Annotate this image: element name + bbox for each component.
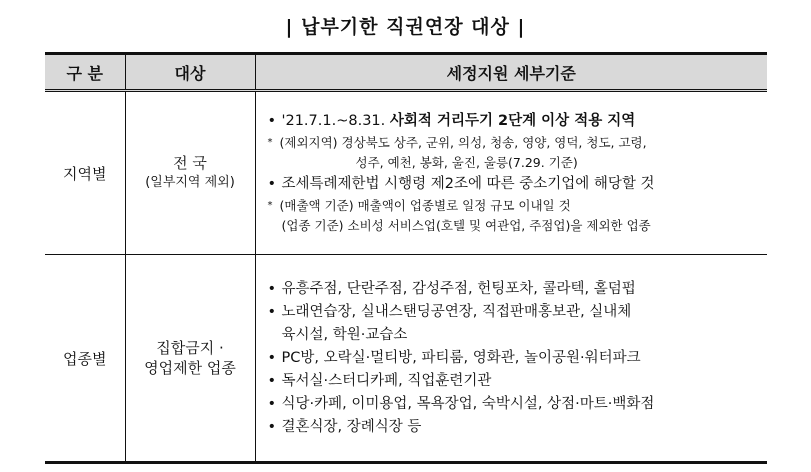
list-item — [268, 301, 762, 324]
header-target: 대상 — [125, 54, 255, 91]
criteria-cell-region — [255, 91, 767, 255]
category-cell-industry: 업종별 — [45, 255, 125, 463]
asterisk-icon: * — [267, 200, 273, 211]
exclusion-note-line-2: 성주, 예천, 봉화, 울진, 울릉(7.29. 기준) — [355, 155, 578, 170]
bullet-icon: • — [267, 176, 277, 192]
list-item — [268, 347, 762, 370]
target-sub-region: (일부지역 제외) — [145, 175, 235, 190]
industry-note-text: (업종 기준) 소비성 서비스업(호텔 및 여관업, 주점업)을 제외한 업종 — [281, 218, 651, 233]
sales-note-text: (매출액 기준) 매출액이 업종별로 일정 규모 이내일 것 — [279, 198, 571, 213]
criteria-bullet-1 — [268, 110, 762, 133]
bullet-icon: • — [267, 418, 277, 435]
list-item-text: 결혼식장, 장례식장 등 — [281, 418, 422, 435]
category-cell-region: 지역별 — [45, 91, 125, 255]
list-item — [268, 278, 762, 301]
criteria-bullet-2 — [268, 173, 762, 196]
table-row-industry — [45, 255, 767, 463]
target-main-industry: 집합금지 · — [156, 339, 224, 357]
target-main-region: 전 국 — [173, 154, 207, 172]
sme-criteria-text: 조세특례제한법 시행령 제2조에 따른 중소기업에 해당할 것 — [281, 176, 655, 192]
exclusion-note — [268, 133, 762, 153]
target-sub-industry: 영업제한 업종 — [144, 359, 236, 377]
bullet-icon: • — [267, 395, 277, 412]
distancing-level-text: 사회적 거리두기 2단계 이상 적용 지역 — [389, 113, 636, 129]
header-category: 구 분 — [45, 54, 125, 91]
table-header-row — [45, 54, 767, 91]
bullet-icon: • — [267, 349, 277, 366]
list-item-text: 노래연습장, 실내스탠딩공연장, 직접판매홍보관, 실내체 — [281, 303, 632, 320]
list-item-continuation: 육시설, 학원·교습소 — [281, 326, 408, 343]
header-criteria: 세정지원 세부기준 — [255, 54, 767, 91]
list-item-text: 독서실·스터디카페, 직업훈련기관 — [281, 372, 492, 389]
target-cell-industry — [125, 255, 255, 463]
list-item — [268, 416, 762, 439]
list-item-text: PC방, 오락실·멀티방, 파티룸, 영화관, 놀이공원·워터파크 — [281, 349, 641, 366]
extension-target-table — [45, 52, 767, 464]
list-item — [268, 393, 762, 416]
criteria-cell-industry — [255, 255, 767, 463]
page-title: | 납부기한 직권연장 대상 | — [285, 16, 526, 38]
list-item-text: 유흥주점, 단란주점, 감성주점, 헌팅포차, 콜라텍, 홀덤펍 — [281, 280, 636, 297]
date-range-text: '21.7.1.~8.31. — [281, 113, 386, 129]
list-item — [268, 370, 762, 393]
list-item-text: 식당·카페, 이미용업, 목욕장업, 숙박시설, 상점·마트·백화점 — [281, 395, 655, 412]
sales-note — [268, 196, 762, 216]
bullet-icon: • — [267, 303, 277, 320]
exclusion-note-line-1: (제외지역) 경상북도 상주, 군위, 의성, 청송, 영양, 영덕, 청도, 고령, — [279, 135, 647, 150]
table-row-region — [45, 91, 767, 255]
target-cell-region — [125, 91, 255, 255]
bullet-icon: • — [267, 372, 277, 389]
bullet-icon: • — [267, 280, 277, 297]
bullet-icon: • — [267, 113, 277, 129]
asterisk-icon: * — [267, 137, 273, 148]
